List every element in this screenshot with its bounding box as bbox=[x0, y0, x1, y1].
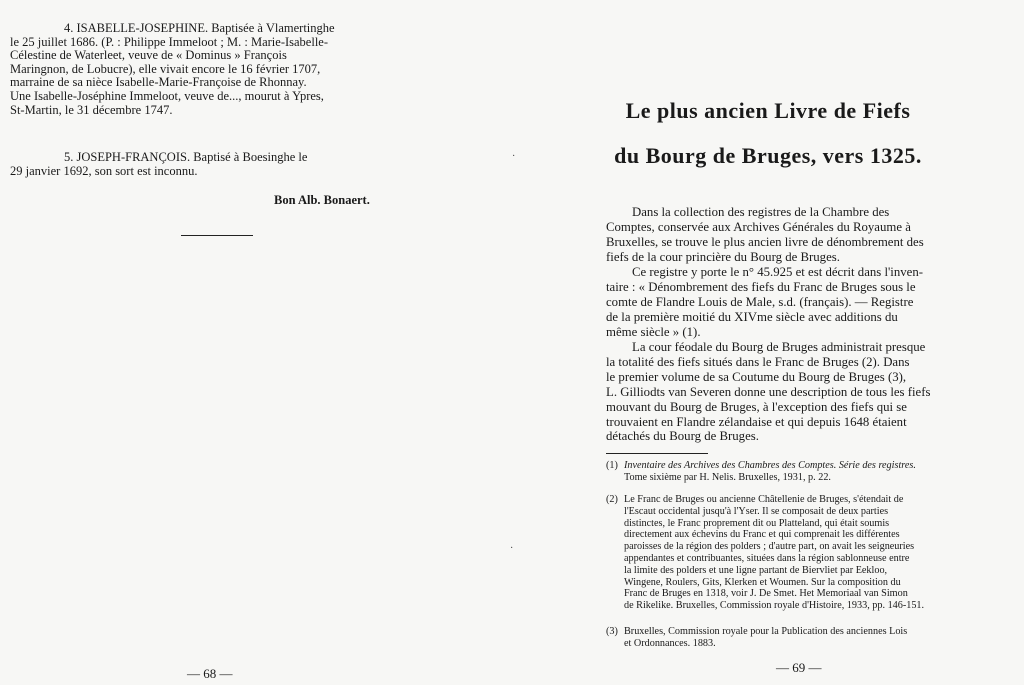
text-line: Bruxelles, se trouve le plus ancien livre de dénombrement des bbox=[606, 234, 924, 249]
article-title-line-2: du Bourg de Bruges, vers 1325. bbox=[614, 143, 922, 168]
text-line: fiefs de la cour princière du Bourg de Bruges. bbox=[606, 249, 840, 264]
author-signature: Bon Alb. Bonaert. bbox=[274, 193, 370, 207]
text-line: taire : « Dénombrement des fiefs du Franc de Bruges sous le bbox=[606, 279, 916, 294]
genealogy-entry-5 bbox=[10, 151, 428, 178]
text-line: même siècle » (1). bbox=[606, 324, 701, 339]
footnote-number: (2) bbox=[606, 494, 618, 505]
text-line: l'Escaut occidental jusqu'à l'Yser. Il se composait de deux parties bbox=[624, 505, 889, 517]
text-line: paroisses de la région des polders ; d'autre part, on avait les seigneuries bbox=[624, 541, 915, 553]
text-line: de Rikelike. Bruxelles, Commission royale d'Histoire, 1933, pp. 146-151. bbox=[624, 600, 925, 612]
text-line: Bruxelles, Commission royale pour la Publication des anciennes Lois bbox=[624, 626, 908, 637]
scan-speck: · bbox=[512, 151, 516, 162]
text-line: L. Gilliodts van Severen donne une description de tous les fiefs bbox=[606, 384, 931, 399]
footnote-1 bbox=[606, 460, 1006, 484]
text-line: Maringnon, de Lobucre), elle vivait encore le 16 février 1707, bbox=[10, 61, 321, 76]
text-line: Comptes, conservée aux Archives Générales du Royaume à bbox=[606, 219, 911, 234]
paragraph-2 bbox=[606, 265, 1006, 340]
text-line: le premier volume de sa Coutume du Bourg de Bruges (3), bbox=[606, 369, 907, 384]
text-line: marraine de sa nièce Isabelle-Marie-Françoise de Rhonnay. bbox=[10, 75, 307, 90]
footnote-2 bbox=[606, 494, 1006, 614]
page-number: — 68 — bbox=[187, 666, 233, 681]
text-line: 5. JOSEPH-FRANÇOIS. Baptisé à Boesinghe le bbox=[64, 150, 308, 164]
text-line: Une Isabelle-Joséphine Immeloot, veuve de..., mourut à Ypres, bbox=[10, 88, 324, 103]
text-line: le 25 juillet 1686. (P. : Philippe Immeloot ; M. : Marie-Isabelle- bbox=[10, 34, 329, 49]
text-line: Ce registre y porte le n° 45.925 et est décrit dans l'inven- bbox=[632, 265, 924, 279]
text-line: la limite des polders et une ligne partant de Biervliet par Eekloo, bbox=[624, 564, 888, 576]
text-line: Franc de Bruges en 1318, voir J. De Smet. Het Memoriaal van Simon bbox=[624, 588, 908, 600]
text-line: Célestine de Waterleet, veuve de « Dominus » François bbox=[10, 48, 287, 63]
paragraph-1 bbox=[606, 205, 1006, 265]
text-line: détachés du Bourg de Bruges. bbox=[606, 429, 759, 444]
text-line: Wingene, Roulers, Gits, Klerken et Woumen. Sur la composition du bbox=[624, 576, 901, 588]
section-divider bbox=[181, 235, 253, 236]
text-line: Inventaire des Archives des Chambres des Comptes. Série des registres. bbox=[624, 460, 916, 471]
text-line: La cour féodale du Bourg de Bruges administrait presque bbox=[632, 340, 926, 354]
footnote-divider bbox=[606, 453, 708, 454]
article-title-line-1: Le plus ancien Livre de Fiefs bbox=[625, 98, 911, 123]
text-line: trouvaient en Flandre zélandaise et qui depuis 1648 étaient bbox=[606, 414, 907, 429]
text-line: Tome sixième par H. Nelis. Bruxelles, 1931, p. 22. bbox=[624, 471, 831, 483]
footnote-number: (1) bbox=[606, 460, 618, 471]
text-line: de la première moitié du XIVme siècle avec additions du bbox=[606, 309, 898, 324]
page-number: — 69 — bbox=[776, 660, 822, 675]
text-line: comte de Flandre Louis de Male, s.d. (français). — Registre bbox=[606, 294, 914, 309]
text-line: mouvant du Bourg de Bruges, à l'exception des fiefs qui se bbox=[606, 399, 907, 414]
scan-speck: · bbox=[510, 543, 514, 554]
right-page bbox=[512, 0, 1024, 685]
text-line: Dans la collection des registres de la Chambre des bbox=[632, 205, 890, 219]
footnote-3 bbox=[606, 626, 1006, 650]
text-line: St-Martin, le 31 décembre 1747. bbox=[10, 102, 173, 117]
text-line: Le Franc de Bruges ou ancienne Châtellenie de Bruges, s'étendait de bbox=[624, 494, 904, 505]
text-line: appendantes et contribuantes, situées dans la région sablonneuse entre bbox=[624, 552, 910, 564]
paragraph-3 bbox=[606, 340, 1006, 444]
text-line: la totalité des fiefs situés dans le Franc de Bruges (2). Dans bbox=[606, 354, 910, 369]
genealogy-entry-4 bbox=[10, 22, 428, 117]
footnote-number: (3) bbox=[606, 626, 618, 637]
text-line: distinctes, le Franc proprement dit ou Platteland, qui était soumis bbox=[624, 517, 890, 529]
text-line: et Ordonnances. 1883. bbox=[624, 637, 716, 649]
text-line: directement aux échevins du Franc et qui comprenait les différentes bbox=[624, 529, 900, 541]
text-line: 29 janvier 1692, son sort est inconnu. bbox=[10, 163, 198, 178]
text-line: 4. ISABELLE-JOSEPHINE. Baptisée à Vlamertinghe bbox=[64, 21, 335, 35]
